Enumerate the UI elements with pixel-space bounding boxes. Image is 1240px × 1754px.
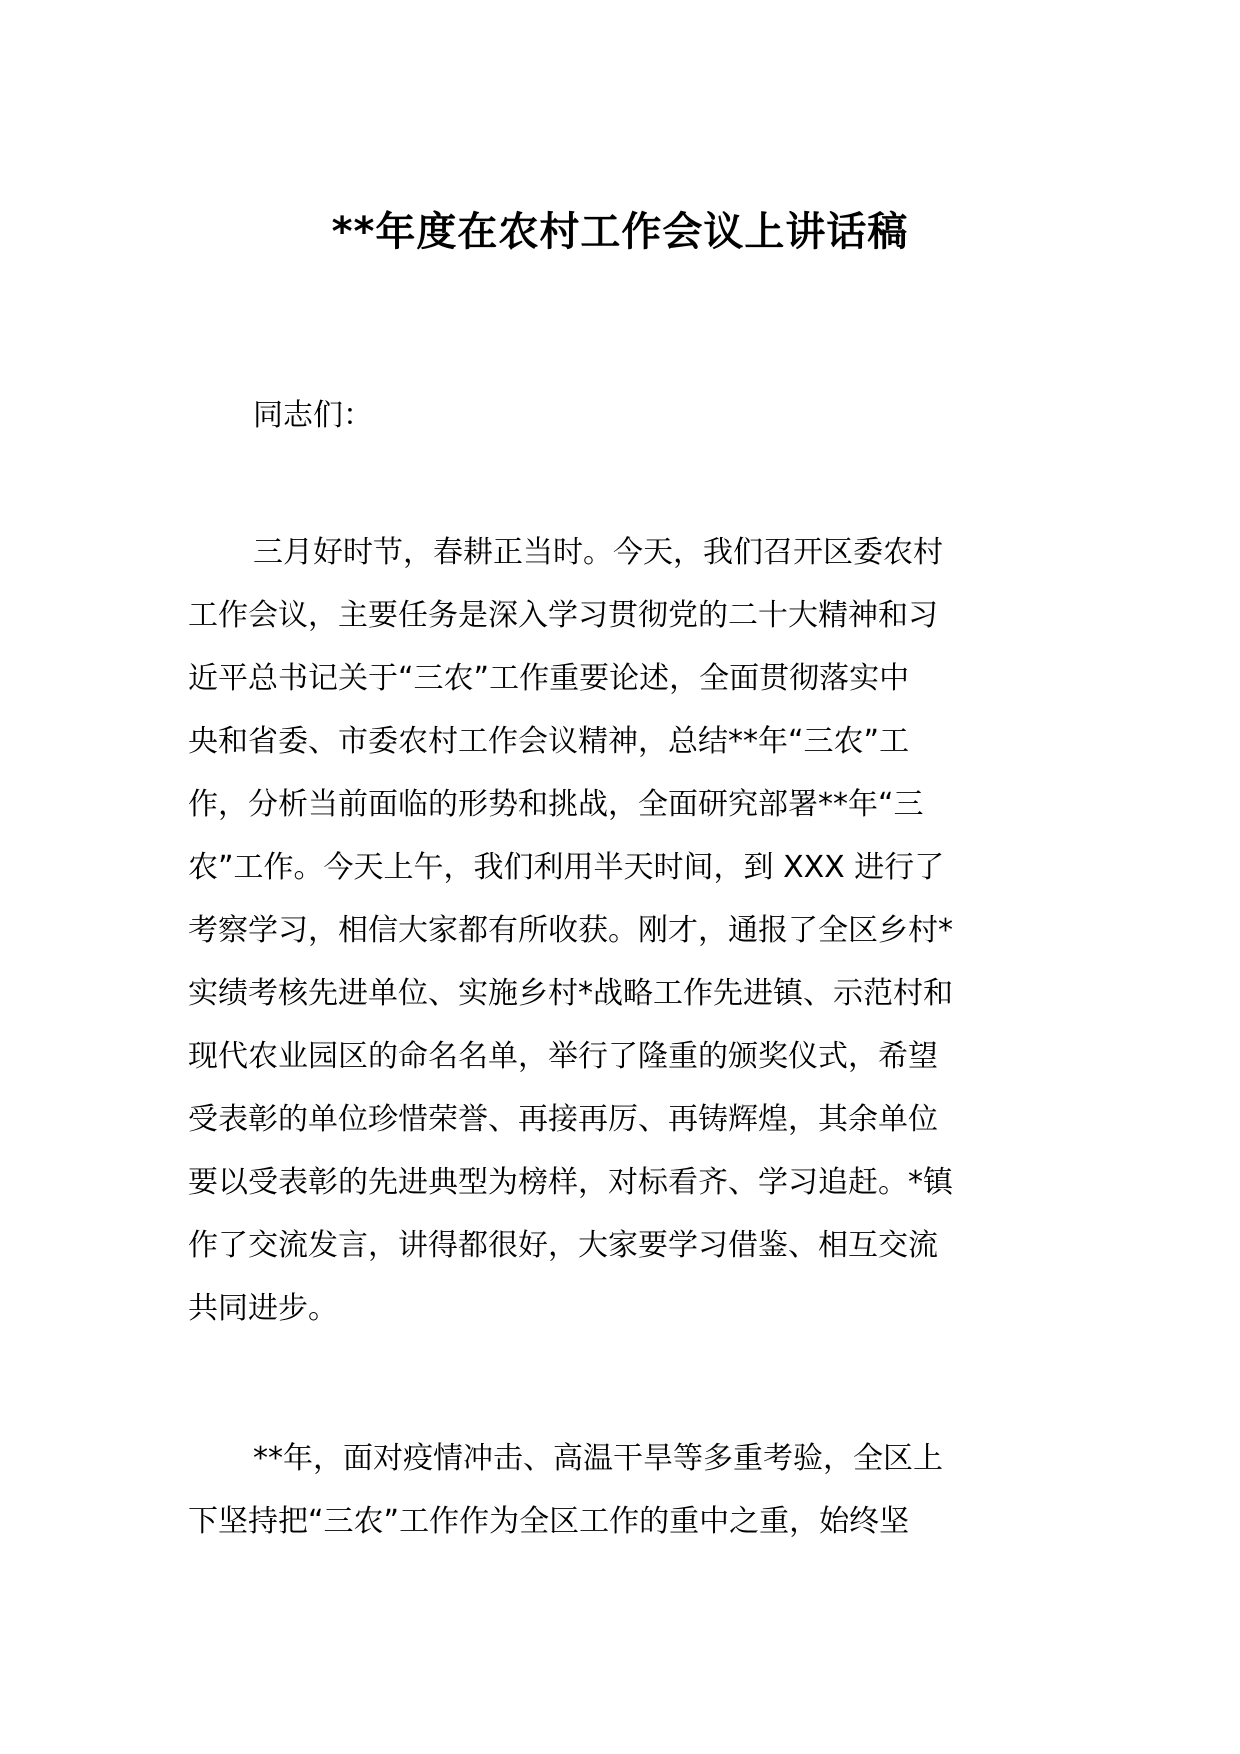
salutation: 同志们：: [253, 398, 373, 433]
paragraph-2: [188, 1427, 1048, 1553]
paragraph-1: [188, 521, 1048, 1340]
text-line: 受表彰的单位珍惜荣誉、再接再厉、再铸辉煌，其余单位: [188, 1102, 938, 1137]
text-line: 现代农业园区的命名名单，举行了隆重的颁奖仪式，希望: [188, 1039, 938, 1074]
text-line: **年，面对疫情冲击、高温干旱等多重考验，全区上: [253, 1441, 943, 1476]
text-line: 工作会议，主要任务是深入学习贯彻党的二十大精神和习: [188, 598, 938, 633]
text-line: 共同进步。: [188, 1291, 338, 1326]
text-line: 考察学习，相信大家都有所收获。刚才，通报了全区乡村*: [188, 913, 953, 948]
text-line: 作了交流发言，讲得都很好，大家要学习借鉴、相互交流: [188, 1228, 938, 1263]
text-line: 作，分析当前面临的形势和挑战，全面研究部署**年“三: [188, 787, 924, 822]
text-line: 实绩考核先进单位、实施乡村*战略工作先进镇、示范村和: [188, 976, 953, 1011]
text-line: 要以受表彰的先进典型为榜样，对标看齐、学习追赶。*镇: [188, 1165, 953, 1200]
document-title: **年度在农村工作会议上讲话稿: [331, 209, 909, 255]
text-line: 三月好时节，春耕正当时。今天，我们召开区委农村: [253, 535, 943, 570]
text-line: 农”工作。今天上午，我们利用半天时间，到 XXX 进行了: [188, 850, 945, 885]
text-line: 央和省委、市委农村工作会议精神，总结**年“三农”工: [188, 724, 910, 759]
text-line: 下坚持把“三农”工作作为全区工作的重中之重，始终坚: [188, 1504, 910, 1539]
text-line: 近平总书记关于“三农”工作重要论述，全面贯彻落实中: [188, 661, 910, 696]
